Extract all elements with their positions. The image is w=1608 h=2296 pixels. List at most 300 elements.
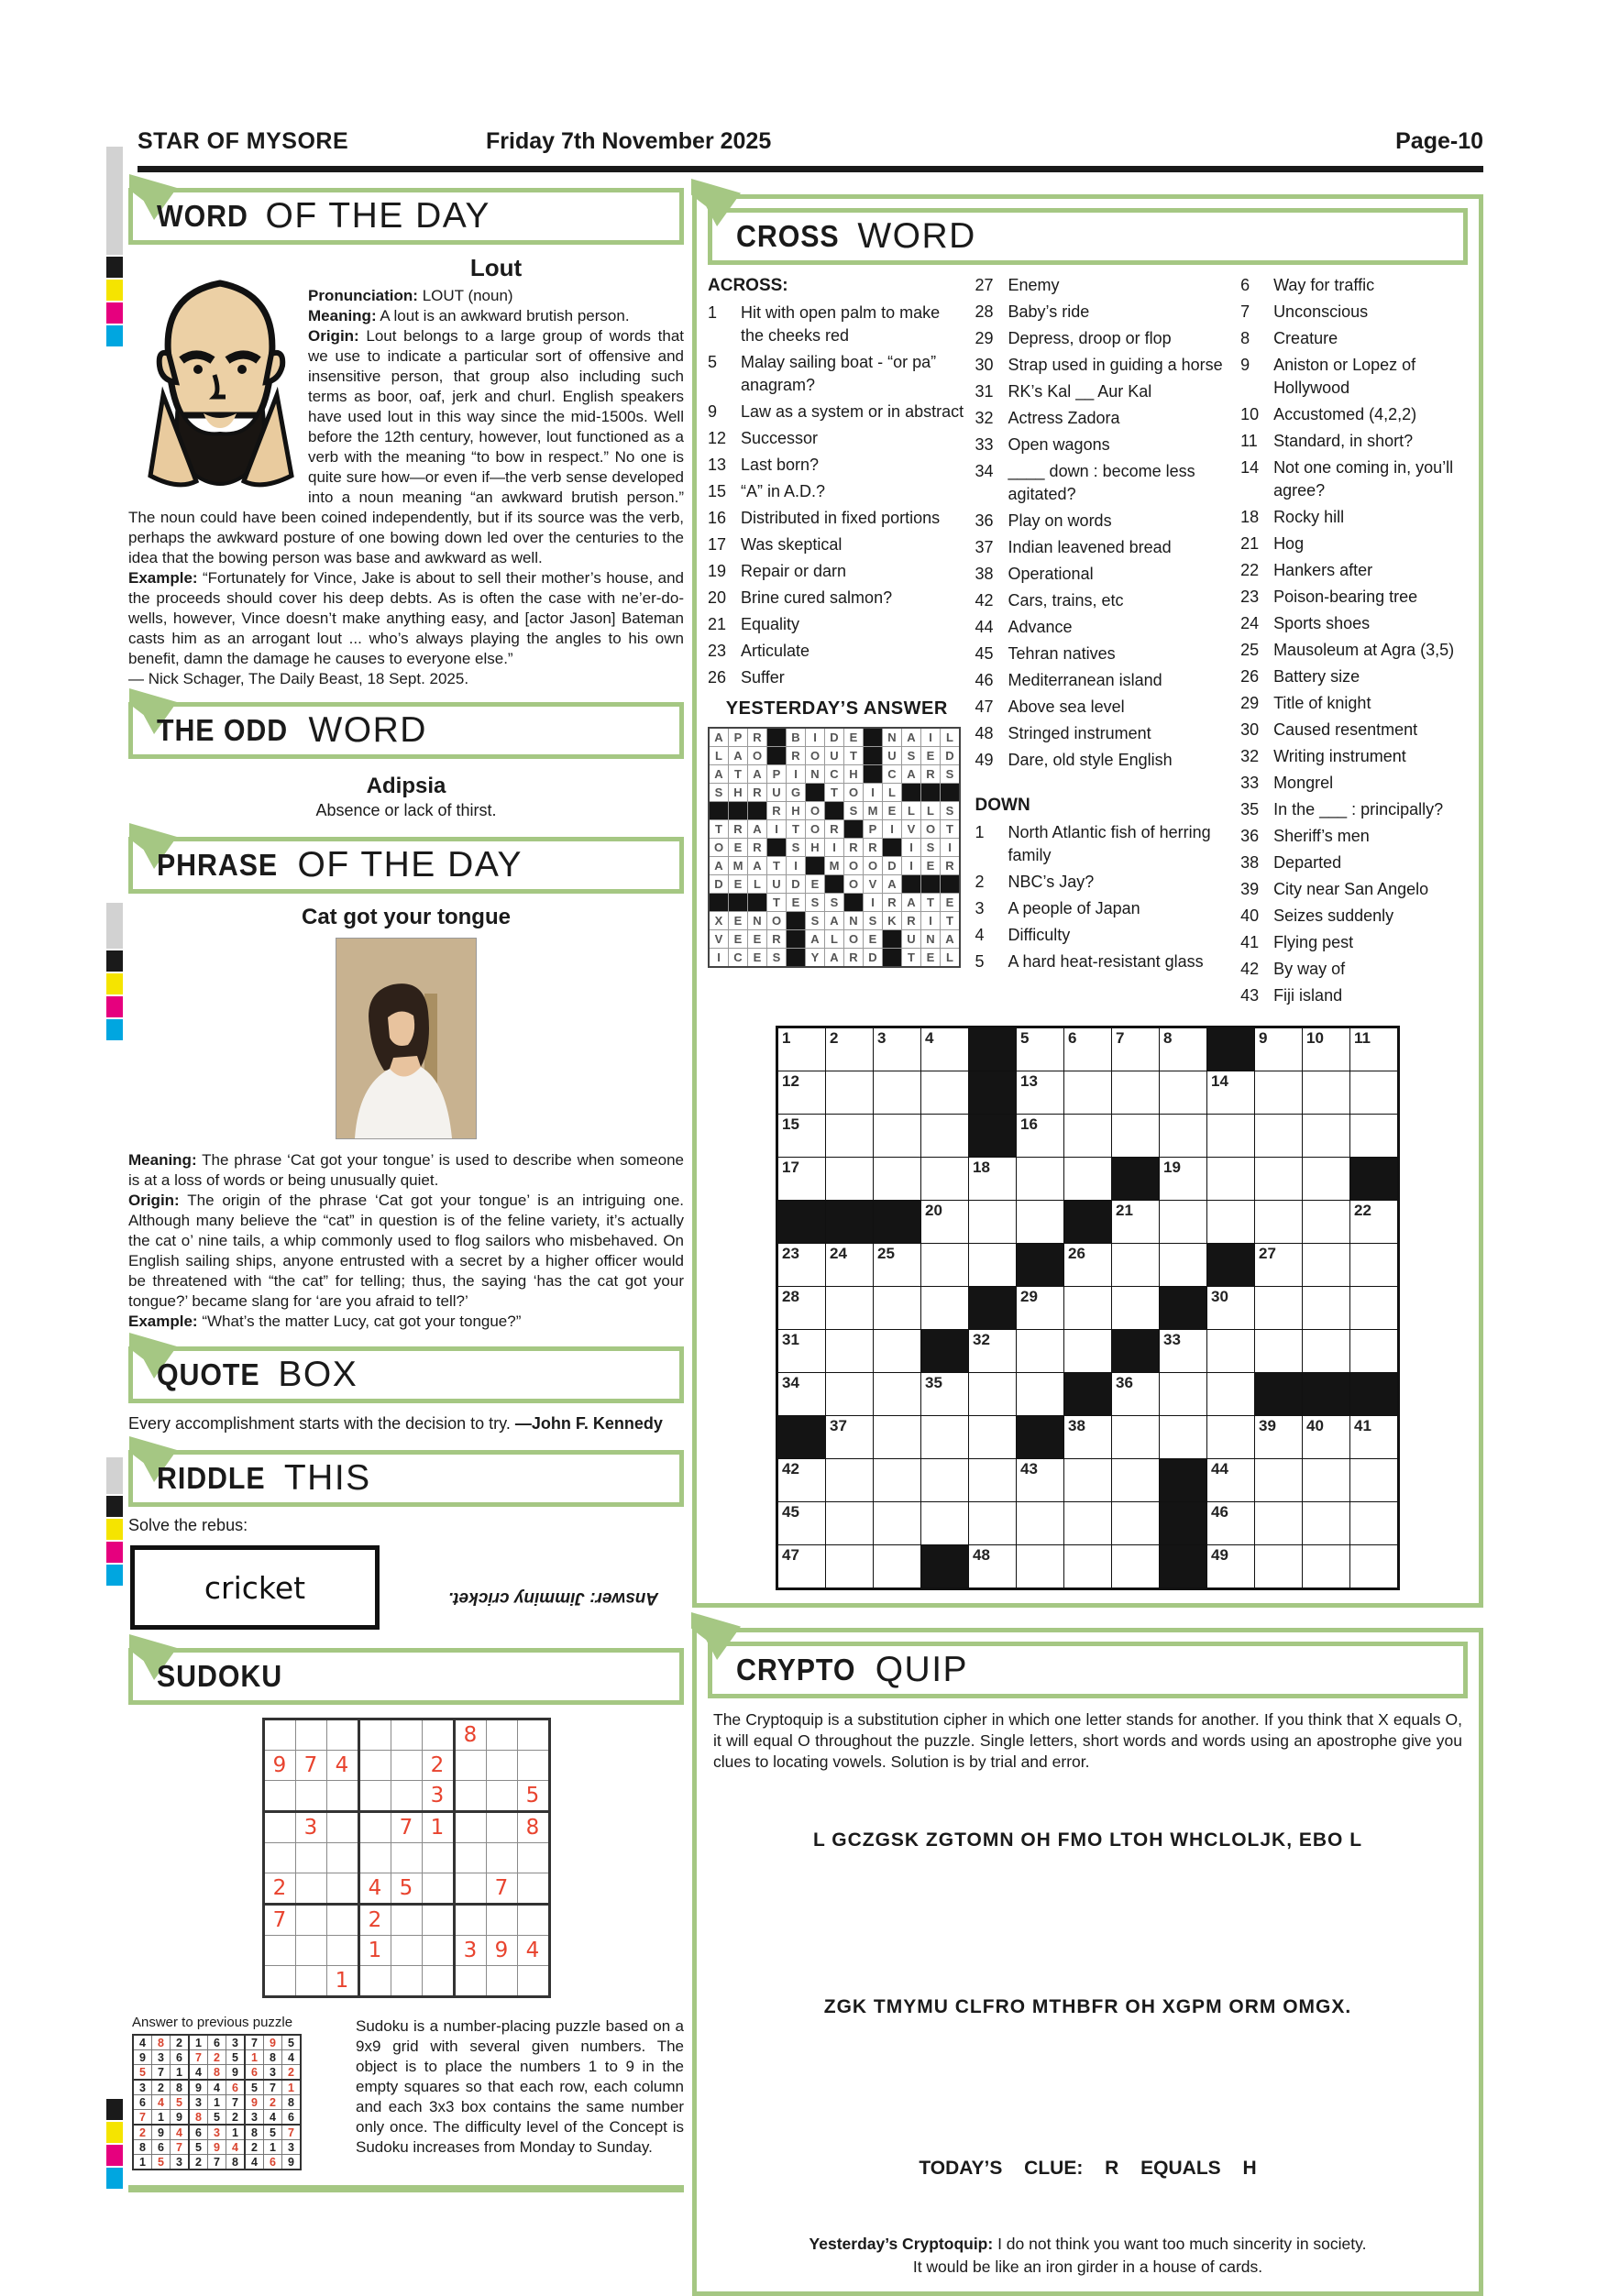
sudoku-cell: 1 bbox=[326, 1966, 358, 1997]
crossword-cell[interactable] bbox=[874, 1502, 920, 1544]
crossword-cell[interactable] bbox=[969, 1330, 1016, 1372]
crossword-cell[interactable] bbox=[826, 1416, 873, 1458]
answer-letter-cell: S bbox=[902, 747, 920, 764]
answer-letter-cell: I bbox=[902, 839, 920, 856]
crossword-grid[interactable] bbox=[776, 1026, 1400, 1590]
answer-letter-cell: R bbox=[902, 912, 920, 929]
yesterday-answer-label: YESTERDAY’S ANSWER bbox=[725, 698, 948, 719]
crossword-cell[interactable] bbox=[826, 1071, 873, 1114]
crossword-cell[interactable] bbox=[1064, 1071, 1111, 1114]
crossword-cell[interactable] bbox=[1207, 1330, 1254, 1372]
sudoku-cell[interactable] bbox=[326, 1873, 358, 1905]
sudoku-cell[interactable] bbox=[454, 1751, 486, 1781]
crossword-cell[interactable] bbox=[874, 1459, 920, 1501]
sudoku-cell: 3 bbox=[171, 2155, 190, 2170]
crossword-cell[interactable] bbox=[1160, 1330, 1206, 1372]
origin-label: Origin: bbox=[128, 1192, 180, 1209]
answer-letter-cell: T bbox=[941, 912, 959, 929]
crossword-cell[interactable] bbox=[921, 1201, 968, 1243]
phrase-example-line bbox=[128, 1312, 684, 1332]
sudoku-cell[interactable] bbox=[454, 1966, 486, 1997]
answer-letter-cell: E bbox=[729, 930, 747, 948]
crossword-cell[interactable] bbox=[1112, 1071, 1159, 1114]
clue-item bbox=[975, 510, 1232, 533]
crossword-cell[interactable] bbox=[874, 1115, 920, 1157]
crossword-cell[interactable] bbox=[1255, 1071, 1302, 1114]
answer-letter-cell: Y bbox=[806, 949, 824, 966]
sudoku-cell[interactable] bbox=[358, 1751, 391, 1781]
sudoku-cell: 1 bbox=[171, 2065, 190, 2081]
sudoku-cell[interactable] bbox=[326, 1719, 358, 1751]
crossword-cell[interactable] bbox=[1017, 1071, 1063, 1114]
sudoku-cell: 8 bbox=[226, 2155, 246, 2170]
sudoku-cell[interactable] bbox=[517, 1843, 549, 1873]
sudoku-cell[interactable] bbox=[295, 1843, 326, 1873]
crossword-cell[interactable] bbox=[826, 1330, 873, 1372]
sudoku-cell[interactable] bbox=[486, 1843, 517, 1873]
crossword-cell[interactable] bbox=[969, 1244, 1016, 1286]
crossword-cell[interactable] bbox=[969, 1201, 1016, 1243]
phrase-meaning-text: The phrase ‘Cat got your tongue’ is used to describe when someone is at a loss of words or being unusually quiet. bbox=[128, 1151, 684, 1189]
crossword-cell[interactable] bbox=[826, 1158, 873, 1200]
clue-text: A people of Japan bbox=[1008, 899, 1140, 917]
answer-letter-cell: E bbox=[748, 930, 766, 948]
crossword-cell[interactable] bbox=[921, 1115, 968, 1157]
cell-number: 44 bbox=[1211, 1460, 1228, 1478]
crossword-cell[interactable] bbox=[874, 1373, 920, 1415]
crossword-cell[interactable] bbox=[1303, 1158, 1349, 1200]
sudoku-cell: 7 bbox=[264, 2080, 282, 2095]
clue-text: Equality bbox=[741, 615, 800, 633]
crossword-cell[interactable] bbox=[921, 1373, 968, 1415]
sudoku-cell: 9 bbox=[282, 2155, 302, 2170]
answer-letter-cell: E bbox=[864, 930, 882, 948]
crossword-cell[interactable] bbox=[1112, 1028, 1159, 1071]
answer-letter-cell: O bbox=[748, 747, 766, 764]
answer-black-cell bbox=[864, 729, 882, 746]
crossword-cell[interactable] bbox=[874, 1158, 920, 1200]
crossword-cell[interactable] bbox=[874, 1545, 920, 1587]
crossword-cell[interactable] bbox=[1207, 1115, 1254, 1157]
sudoku-cell[interactable] bbox=[454, 1873, 486, 1905]
crossword-cell[interactable] bbox=[969, 1459, 1016, 1501]
across-label: ACROSS: bbox=[708, 276, 788, 295]
crossword-cell[interactable] bbox=[874, 1287, 920, 1329]
crossword-cell[interactable] bbox=[1017, 1287, 1063, 1329]
crossword-cell[interactable] bbox=[826, 1287, 873, 1329]
sudoku-cell[interactable] bbox=[295, 1873, 326, 1905]
header-light-text: THIS bbox=[283, 1458, 371, 1498]
crossword-cell[interactable] bbox=[969, 1416, 1016, 1458]
clue-number: 19 bbox=[708, 562, 727, 580]
crossword-cell[interactable] bbox=[1207, 1201, 1254, 1243]
crossword-cell[interactable] bbox=[1255, 1416, 1302, 1458]
crossword-cell[interactable] bbox=[1303, 1502, 1349, 1544]
sudoku-cell[interactable] bbox=[517, 1873, 549, 1905]
crossword-cell[interactable] bbox=[1064, 1330, 1111, 1372]
crossword-cell[interactable] bbox=[1064, 1158, 1111, 1200]
reg-black-swatch bbox=[106, 950, 123, 972]
sudoku-cell[interactable] bbox=[326, 1843, 358, 1873]
answer-letter-cell: O bbox=[806, 747, 824, 764]
crossword-cell[interactable] bbox=[778, 1330, 825, 1372]
sudoku-cell[interactable] bbox=[326, 1812, 358, 1843]
sudoku-cell: 5 bbox=[171, 2095, 190, 2110]
sudoku-cell[interactable] bbox=[326, 1905, 358, 1936]
crossword-cell[interactable] bbox=[1017, 1158, 1063, 1200]
crossword-cell[interactable] bbox=[1064, 1416, 1111, 1458]
sudoku-cell[interactable] bbox=[486, 1812, 517, 1843]
crossword-cell[interactable] bbox=[778, 1071, 825, 1114]
crossword-cell[interactable] bbox=[969, 1373, 1016, 1415]
crossword-cell[interactable] bbox=[1255, 1545, 1302, 1587]
clue-number: 1 bbox=[975, 823, 985, 841]
crossword-cell[interactable] bbox=[921, 1071, 968, 1114]
sudoku-cell[interactable] bbox=[454, 1812, 486, 1843]
crossword-cell[interactable] bbox=[826, 1502, 873, 1544]
crossword-cell[interactable] bbox=[1112, 1459, 1159, 1501]
sudoku-cell[interactable] bbox=[263, 1966, 295, 1997]
crossword-cell[interactable] bbox=[921, 1028, 968, 1071]
sudoku-cell[interactable] bbox=[486, 1781, 517, 1812]
crossword-cell[interactable] bbox=[1112, 1416, 1159, 1458]
crossword-cell[interactable] bbox=[1350, 1071, 1397, 1114]
crossword-cell[interactable] bbox=[1255, 1115, 1302, 1157]
crossword-cell[interactable] bbox=[1112, 1287, 1159, 1329]
crossword-cell[interactable] bbox=[1350, 1416, 1397, 1458]
sudoku-cell[interactable] bbox=[422, 1719, 454, 1751]
crossword-cell[interactable] bbox=[921, 1459, 968, 1501]
crossword-cell[interactable] bbox=[1303, 1416, 1349, 1458]
crossword-cell[interactable] bbox=[1350, 1244, 1397, 1286]
sudoku-cell: 1 bbox=[264, 2140, 282, 2155]
sudoku-cell[interactable] bbox=[295, 1966, 326, 1997]
crossword-cell[interactable] bbox=[1112, 1244, 1159, 1286]
sudoku-cell: 4 bbox=[264, 2110, 282, 2126]
sudoku-cell[interactable] bbox=[263, 1936, 295, 1966]
crossword-cell[interactable] bbox=[1350, 1545, 1397, 1587]
sudoku-cell[interactable] bbox=[391, 1936, 422, 1966]
crossword-cell[interactable] bbox=[1207, 1071, 1254, 1114]
answer-letter-cell: L bbox=[883, 784, 901, 801]
crossword-cell[interactable] bbox=[874, 1028, 920, 1071]
crossword-cell[interactable] bbox=[778, 1545, 825, 1587]
crossword-cell[interactable] bbox=[921, 1158, 968, 1200]
sudoku-cell[interactable] bbox=[295, 1905, 326, 1936]
crossword-cell[interactable] bbox=[1207, 1373, 1254, 1415]
crossword-cell[interactable] bbox=[1207, 1287, 1254, 1329]
sudoku-cell: 9 bbox=[208, 2140, 226, 2155]
crossword-cell[interactable] bbox=[778, 1115, 825, 1157]
sudoku-cell[interactable] bbox=[454, 1781, 486, 1812]
crossword-cell[interactable] bbox=[1112, 1373, 1159, 1415]
crossword-cell[interactable] bbox=[778, 1373, 825, 1415]
page-header bbox=[128, 128, 1483, 165]
crossword-cell[interactable] bbox=[1160, 1115, 1206, 1157]
crossword-cell[interactable] bbox=[1160, 1416, 1206, 1458]
crossword-cell[interactable] bbox=[1350, 1287, 1397, 1329]
quote-author: —John F. Kennedy bbox=[514, 1414, 663, 1433]
crossword-cell[interactable] bbox=[1160, 1201, 1206, 1243]
crossword-cell[interactable] bbox=[778, 1158, 825, 1200]
crossword-cell[interactable] bbox=[1255, 1502, 1302, 1544]
clue-item bbox=[975, 327, 1232, 350]
clue-text: Hit with open palm to make the cheeks red bbox=[741, 303, 941, 345]
crossword-cell[interactable] bbox=[1017, 1330, 1063, 1372]
reg-yellow-swatch bbox=[106, 2122, 123, 2143]
header-strong-text: CRYPTO bbox=[736, 1653, 856, 1686]
crossword-cell[interactable] bbox=[778, 1028, 825, 1071]
clue-text: Sheriff’s men bbox=[1273, 827, 1370, 845]
sudoku-answer-grid bbox=[132, 2034, 302, 2170]
clue-number: 45 bbox=[975, 644, 994, 663]
crossword-cell[interactable] bbox=[1017, 1459, 1063, 1501]
crossword-cell[interactable] bbox=[1064, 1115, 1111, 1157]
crossword-cell[interactable] bbox=[826, 1115, 873, 1157]
crossword-cell[interactable] bbox=[1160, 1373, 1206, 1415]
sudoku-cell[interactable] bbox=[263, 1781, 295, 1812]
crossword-black-cell bbox=[778, 1416, 825, 1458]
answer-letter-cell: N bbox=[806, 765, 824, 783]
crossword-cell[interactable] bbox=[1112, 1115, 1159, 1157]
sudoku-cell[interactable] bbox=[295, 1936, 326, 1966]
clue-text: Stringed instrument bbox=[1008, 724, 1151, 742]
answer-letter-cell: M bbox=[825, 857, 843, 874]
sudoku-cell: 3 bbox=[133, 2080, 152, 2095]
sudoku-cell[interactable] bbox=[391, 1905, 422, 1936]
cell-number: 29 bbox=[1020, 1288, 1038, 1305]
crossword-cell[interactable] bbox=[1303, 1071, 1349, 1114]
sudoku-cell[interactable] bbox=[517, 1966, 549, 1997]
clue-text: Depress, droop or flop bbox=[1008, 329, 1172, 347]
sudoku-cell[interactable] bbox=[486, 1751, 517, 1781]
crossword-cell[interactable] bbox=[1160, 1244, 1206, 1286]
crossword-cell[interactable] bbox=[1207, 1502, 1254, 1544]
sudoku-cell: 8 bbox=[517, 1812, 549, 1843]
crossword-cell[interactable] bbox=[874, 1071, 920, 1114]
clue-number: 48 bbox=[975, 724, 994, 742]
crossword-cell[interactable] bbox=[1255, 1244, 1302, 1286]
crossword-cell[interactable] bbox=[778, 1502, 825, 1544]
answer-black-cell bbox=[825, 875, 843, 893]
crossword-cell[interactable] bbox=[1350, 1330, 1397, 1372]
clue-item bbox=[975, 749, 1232, 772]
crossword-black-cell bbox=[1160, 1287, 1206, 1329]
crossword-cell[interactable] bbox=[1255, 1158, 1302, 1200]
answer-letter-cell: N bbox=[921, 930, 940, 948]
reg-yellow-swatch bbox=[106, 280, 123, 301]
crossword-cell[interactable] bbox=[874, 1330, 920, 1372]
answer-letter-cell: A bbox=[902, 765, 920, 783]
crossword-cell[interactable] bbox=[1255, 1287, 1302, 1329]
crossword-cell[interactable] bbox=[921, 1244, 968, 1286]
crossword-cell[interactable] bbox=[1017, 1502, 1063, 1544]
sudoku-cell: 5 bbox=[282, 2035, 302, 2050]
sudoku-cell[interactable] bbox=[326, 1781, 358, 1812]
crossword-cell[interactable] bbox=[921, 1287, 968, 1329]
sudoku-cell[interactable] bbox=[358, 1812, 391, 1843]
crossword-cell[interactable] bbox=[1112, 1545, 1159, 1587]
crossword-cell[interactable] bbox=[1112, 1201, 1159, 1243]
registration-marks bbox=[106, 0, 125, 2273]
yesterday-answer-grid bbox=[708, 727, 961, 968]
sudoku-cell[interactable] bbox=[391, 1843, 422, 1873]
crossword-cell[interactable] bbox=[969, 1158, 1016, 1200]
sudoku-cell[interactable] bbox=[391, 1781, 422, 1812]
crossword-cell[interactable] bbox=[1303, 1115, 1349, 1157]
crossword-cell[interactable] bbox=[1207, 1545, 1254, 1587]
crossword-cell[interactable] bbox=[969, 1502, 1016, 1544]
sudoku-cell: 3 bbox=[422, 1781, 454, 1812]
clue-number: 31 bbox=[975, 382, 994, 401]
sudoku-cell[interactable] bbox=[422, 1873, 454, 1905]
crossword-cell[interactable] bbox=[1303, 1459, 1349, 1501]
answer-letter-cell: U bbox=[825, 747, 843, 764]
crossword-cell[interactable] bbox=[1303, 1201, 1349, 1243]
crossword-cell[interactable] bbox=[1064, 1028, 1111, 1071]
crossword-cell[interactable] bbox=[826, 1244, 873, 1286]
answer-letter-cell: R bbox=[787, 747, 805, 764]
sudoku-cell[interactable] bbox=[358, 1719, 391, 1751]
crossword-cell[interactable] bbox=[1064, 1459, 1111, 1501]
sudoku-cell: 5 bbox=[226, 2050, 246, 2065]
sudoku-cell[interactable] bbox=[391, 1966, 422, 1997]
crossword-cell[interactable] bbox=[1255, 1201, 1302, 1243]
sudoku-cell[interactable] bbox=[358, 1966, 391, 1997]
sudoku-cell[interactable] bbox=[263, 1843, 295, 1873]
crossword-cell[interactable] bbox=[1303, 1028, 1349, 1071]
crossword-black-cell bbox=[1160, 1545, 1206, 1587]
crossword-cell[interactable] bbox=[1160, 1028, 1206, 1071]
sudoku-cell[interactable] bbox=[422, 1966, 454, 1997]
crossword-cell[interactable] bbox=[1064, 1502, 1111, 1544]
sudoku-cell: 8 bbox=[133, 2140, 152, 2155]
clue-item bbox=[1240, 851, 1468, 874]
sudoku-cell[interactable] bbox=[358, 1781, 391, 1812]
crossword-cell[interactable] bbox=[1160, 1158, 1206, 1200]
sudoku-cell[interactable] bbox=[422, 1936, 454, 1966]
crossword-cell[interactable] bbox=[1350, 1028, 1397, 1071]
crossword-cell[interactable] bbox=[1303, 1287, 1349, 1329]
clue-item bbox=[975, 924, 1232, 947]
answer-letter-cell: E bbox=[729, 839, 747, 856]
crossword-cell[interactable] bbox=[1350, 1115, 1397, 1157]
cell-number: 34 bbox=[782, 1374, 799, 1391]
crossword-cell[interactable] bbox=[778, 1244, 825, 1286]
crossword-cell[interactable] bbox=[1017, 1545, 1063, 1587]
reg-black-swatch bbox=[106, 2099, 123, 2120]
crossword-cell[interactable] bbox=[1160, 1071, 1206, 1114]
crossword-cell[interactable] bbox=[1255, 1028, 1302, 1071]
clue-text: Difficulty bbox=[1008, 926, 1071, 944]
crossword-cell[interactable] bbox=[1303, 1330, 1349, 1372]
crossword-cell[interactable] bbox=[826, 1028, 873, 1071]
sudoku-cell[interactable] bbox=[391, 1751, 422, 1781]
sudoku-cell[interactable] bbox=[263, 1719, 295, 1751]
crossword-cell[interactable] bbox=[826, 1459, 873, 1501]
sudoku-cell[interactable] bbox=[326, 1936, 358, 1966]
answer-letter-cell: D bbox=[883, 857, 901, 874]
sudoku-cell[interactable] bbox=[486, 1719, 517, 1751]
sudoku-cell[interactable] bbox=[391, 1719, 422, 1751]
answer-letter-cell: L bbox=[748, 875, 766, 893]
crossword-cell[interactable] bbox=[1255, 1459, 1302, 1501]
sudoku-cell[interactable] bbox=[454, 1843, 486, 1873]
sudoku-cell[interactable] bbox=[486, 1905, 517, 1936]
sudoku-cell: 5 bbox=[189, 2140, 208, 2155]
cell-number: 7 bbox=[1116, 1029, 1125, 1047]
answer-letter-cell: I bbox=[921, 912, 940, 929]
crossword-cell[interactable] bbox=[1207, 1459, 1254, 1501]
sudoku-cell: 1 bbox=[226, 2125, 246, 2140]
answer-letter-cell: R bbox=[767, 930, 786, 948]
sudoku-cell[interactable] bbox=[422, 1905, 454, 1936]
crossword-cell[interactable] bbox=[1350, 1502, 1397, 1544]
sudoku-cell[interactable] bbox=[295, 1719, 326, 1751]
sudoku-cell[interactable] bbox=[358, 1843, 391, 1873]
answer-letter-cell: N bbox=[844, 912, 863, 929]
crossword-cell[interactable] bbox=[778, 1459, 825, 1501]
crossword-cell[interactable] bbox=[826, 1373, 873, 1415]
sudoku-cell[interactable] bbox=[517, 1751, 549, 1781]
crossword-cell[interactable] bbox=[1350, 1201, 1397, 1243]
cell-number: 39 bbox=[1259, 1417, 1276, 1434]
sudoku-cell[interactable] bbox=[422, 1843, 454, 1873]
cell-number: 1 bbox=[782, 1029, 791, 1047]
reg-cyan-swatch bbox=[106, 325, 123, 346]
crossword-cell[interactable] bbox=[1255, 1330, 1302, 1372]
rebus-box bbox=[130, 1545, 380, 1630]
sudoku-cell: 4 bbox=[133, 2035, 152, 2050]
crossword-cell[interactable] bbox=[1064, 1287, 1111, 1329]
crossword-cell[interactable] bbox=[921, 1416, 968, 1458]
crossword-cell[interactable] bbox=[826, 1545, 873, 1587]
crossword-cell[interactable] bbox=[1017, 1201, 1063, 1243]
crossword-cell[interactable] bbox=[1064, 1545, 1111, 1587]
crossword-cell[interactable] bbox=[1350, 1459, 1397, 1501]
crossword-cell[interactable] bbox=[874, 1244, 920, 1286]
crossword-cell[interactable] bbox=[1017, 1373, 1063, 1415]
cryptoquip-header bbox=[708, 1642, 1468, 1698]
crossword-cell[interactable] bbox=[1112, 1502, 1159, 1544]
crossword-black-cell bbox=[1207, 1244, 1254, 1286]
crossword-cell[interactable] bbox=[969, 1545, 1016, 1587]
sudoku-cell[interactable] bbox=[486, 1966, 517, 1997]
crossword-cell[interactable] bbox=[778, 1287, 825, 1329]
sudoku-grid[interactable] bbox=[262, 1718, 551, 1998]
crossword-cell[interactable] bbox=[1303, 1244, 1349, 1286]
crossword-cell[interactable] bbox=[921, 1502, 968, 1544]
crossword-cell[interactable] bbox=[1017, 1115, 1063, 1157]
crossword-cell[interactable] bbox=[1017, 1028, 1063, 1071]
sudoku-cell[interactable] bbox=[295, 1781, 326, 1812]
clue-text: Above sea level bbox=[1008, 698, 1125, 716]
crossword-cell[interactable] bbox=[1064, 1244, 1111, 1286]
crossword-cell[interactable] bbox=[874, 1416, 920, 1458]
answer-letter-cell: I bbox=[710, 949, 728, 966]
clue-item bbox=[1240, 639, 1468, 662]
sudoku-cell[interactable] bbox=[263, 1812, 295, 1843]
crossword-cell[interactable] bbox=[1207, 1158, 1254, 1200]
clue-number: 17 bbox=[708, 535, 727, 554]
sudoku-cell[interactable] bbox=[517, 1719, 549, 1751]
clue-text: Sports shoes bbox=[1273, 614, 1371, 632]
crossword-cell[interactable] bbox=[1303, 1545, 1349, 1587]
sudoku-cell[interactable] bbox=[517, 1905, 549, 1936]
cell-number: 20 bbox=[925, 1202, 942, 1219]
sudoku-cell[interactable] bbox=[454, 1905, 486, 1936]
crossword-cell[interactable] bbox=[1207, 1416, 1254, 1458]
